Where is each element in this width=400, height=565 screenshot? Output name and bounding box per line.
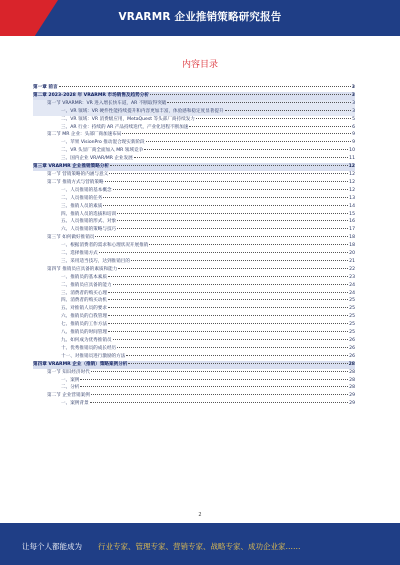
toc-leader-dots	[150, 94, 351, 95]
toc-leader-dots	[117, 347, 348, 348]
toc-entry[interactable]	[33, 353, 355, 361]
toc-entry[interactable]	[33, 384, 355, 392]
toc-entry-page: 20	[349, 251, 355, 257]
toc-entry-text: 二、VR 头显厂商全面加入 MR 领域竞争	[61, 148, 144, 154]
toc-entry-page: 3	[351, 85, 355, 90]
toc-entry-page: 10	[349, 148, 355, 154]
toc-entry-text: 八、推销员的时间管理	[61, 330, 107, 336]
toc-entry-page: 22	[349, 266, 355, 272]
toc-entry-text: 第一节 VRARMR：VR 进入增长快车道，AR 不断取得突破	[47, 100, 167, 106]
toc-entry[interactable]	[33, 116, 355, 124]
toc-entry[interactable]	[33, 392, 355, 400]
toc-entry-text: 六、推销员的自我管理	[61, 314, 107, 320]
toc-entry-text: 第四章 VRARMR 企业（推销）策略案例分析	[33, 361, 128, 367]
page-number: 2	[198, 512, 202, 518]
toc-leader-dots	[144, 149, 348, 150]
toc-leader-dots	[91, 394, 348, 395]
toc-entry-text: 二、推销员应具备的能力	[61, 282, 112, 288]
toc-entry[interactable]	[33, 337, 355, 345]
toc-entry-text: 一、推销员的基本素质	[61, 274, 107, 280]
toc-entry[interactable]	[33, 305, 355, 313]
toc-entry[interactable]	[33, 147, 355, 155]
toc-entry-text: 三、推销人员的素质	[61, 203, 103, 209]
toc-leader-dots	[113, 339, 349, 340]
toc-leader-dots	[80, 379, 348, 380]
toc-entry-text: 三、采用适当技巧，达到推销目的	[61, 258, 130, 264]
toc-entry[interactable]	[33, 179, 355, 187]
toc-entry-text: 三、AR 行业：持续的 AR 产品持续迭代，产业化进程不断加速	[61, 124, 189, 130]
toc-entry[interactable]	[33, 124, 355, 132]
toc-leader-dots	[134, 157, 348, 158]
toc-leader-dots	[110, 165, 348, 166]
toc-entry-text: 一、苹果 VisionPro 推动混合现实新阶段	[61, 140, 145, 146]
toc-entry-text: 第一节 营销策略的内涵与意义	[47, 171, 109, 177]
toc-entry[interactable]	[33, 377, 355, 385]
toc-heading: 内容目录	[181, 60, 218, 70]
toc-entry[interactable]	[33, 297, 355, 305]
toc-leader-dots	[103, 197, 348, 198]
toc-entry-page: 28	[349, 369, 355, 375]
toc-entry-page: 25	[349, 314, 355, 320]
toc-entry-page: 12	[348, 164, 355, 170]
toc-leader-dots	[108, 307, 348, 308]
report-title: VRARMR 企业推销策略研究报告	[118, 11, 282, 23]
toc-entry[interactable]	[33, 218, 355, 226]
toc-entry[interactable]	[33, 131, 355, 139]
toc-leader-dots	[113, 189, 349, 190]
toc-entry-page: 25	[349, 322, 355, 328]
toc-entry-page: 9	[352, 140, 355, 146]
toc-entry-page: 12	[349, 187, 355, 193]
toc-leader-dots	[128, 363, 347, 364]
toc-entry-text: 第二章 2023-2028 年 VRARMR 市场销售及趋势分析	[33, 92, 149, 98]
toc-entry-text: 四、推销人员的选拔和培训	[61, 211, 117, 217]
toc-entry[interactable]	[33, 108, 355, 116]
toc-leader-dots	[122, 133, 351, 134]
toc-entry[interactable]	[33, 84, 355, 92]
toc-leader-dots	[105, 181, 349, 182]
toc-leader-dots	[91, 371, 348, 372]
toc-entry-text: 二、选择推销方式	[61, 251, 98, 257]
toc-entry[interactable]	[33, 345, 355, 353]
toc-entry-text: 第二节 推销方式与营销策略	[47, 179, 104, 185]
toc-entry[interactable]	[33, 313, 355, 321]
toc-leader-dots	[59, 86, 351, 87]
toc-entry-page: 12	[349, 171, 355, 177]
toc-leader-dots	[108, 299, 348, 300]
toc-entry-text: 二、人员推销的任务	[61, 195, 103, 201]
toc-leader-dots	[118, 268, 348, 269]
toc-entry[interactable]	[33, 329, 355, 337]
toc-entry-page: 3	[352, 100, 355, 106]
toc-entry-page: 25	[349, 306, 355, 312]
toc-entry-text: 第二节 企业营销案例	[47, 393, 90, 399]
toc-entry-page: 12	[349, 179, 355, 185]
toc-entry-text: 一、案例	[61, 377, 80, 383]
toc-leader-dots	[113, 284, 349, 285]
toc-entry[interactable]	[33, 139, 355, 147]
toc-entry-text: 三、消费者的购买心理	[61, 290, 107, 296]
toc-entry-text: 第三节 如何做好推销员	[47, 235, 95, 241]
toc-entry-page: 18	[349, 243, 355, 249]
toc-leader-dots	[117, 220, 348, 221]
toc-entry-text: 十、优秀推销员的成长经历	[61, 345, 117, 351]
toc-entry-page: 24	[349, 282, 355, 288]
toc-entry-text: 第一节 知识经济时代	[47, 369, 90, 375]
toc-leader-dots	[117, 213, 348, 214]
toc-entry[interactable]	[33, 274, 355, 282]
toc-entry-page: 16	[349, 219, 355, 225]
toc-entry-page: 26	[349, 338, 355, 343]
toc-entry-text: 一、案例背景	[61, 401, 89, 407]
toc-entry-text: 十一、对推销员进行激励的方法	[61, 353, 126, 359]
toc-leader-dots	[126, 355, 348, 356]
toc-entry[interactable]	[33, 203, 355, 211]
toc-entry-text: 第三章 VRARMR 企业推销策略分析	[33, 164, 110, 170]
page-footer	[0, 523, 400, 565]
toc-leader-dots	[117, 228, 348, 229]
footer-slogan-right: 行业专家、管理专家、营销专家、战略专家、成功企业家……	[98, 542, 301, 551]
toc-entry-page: 9	[352, 132, 355, 138]
toc-leader-dots	[196, 118, 351, 119]
toc-leader-dots	[108, 276, 348, 277]
toc-entry-text: 七、推销员的工作方法	[61, 322, 107, 328]
toc-entry-page: 23	[349, 274, 355, 280]
toc-entry[interactable]	[33, 282, 355, 290]
toc-entry-text: 六、人员推销的策略与技巧	[61, 227, 117, 233]
toc-entry-text: 五、人员推销的形式、对象	[61, 219, 117, 225]
toc-entry-text: 一、根据消费者的需求和心理状况开展推销	[61, 243, 149, 249]
toc-entry-page: 18	[349, 235, 355, 241]
toc-entry-page: 26	[349, 345, 355, 351]
toc-leader-dots	[99, 252, 348, 253]
toc-entry-text: 一、人员推销的基本概念	[61, 187, 112, 193]
toc-leader-dots	[108, 292, 348, 293]
toc-entry[interactable]	[33, 187, 355, 195]
toc-leader-dots	[108, 331, 348, 332]
toc-leader-dots	[103, 205, 348, 206]
toc-entry-page: 3	[352, 108, 355, 114]
toc-entry-page: 13	[349, 195, 355, 201]
toc-entry-page: 14	[349, 203, 355, 209]
toc-entry[interactable]	[33, 250, 355, 258]
toc-entry[interactable]	[33, 234, 355, 242]
toc-leader-dots	[95, 236, 348, 237]
toc-entry-text: 第一章 前言	[33, 85, 58, 90]
toc-leader-dots	[108, 323, 348, 324]
toc-leader-dots	[149, 244, 348, 245]
toc-entry-text: 第四节 推销员应具备的素质和能力	[47, 266, 118, 272]
toc-entry-text: 二、VR 领域：VR 消费级应用，MetaQuest 等头部厂商持续发力	[61, 116, 195, 122]
toc-entry-text: 九、如何成为优秀推销员	[61, 338, 112, 343]
toc-entry-page: 25	[349, 330, 355, 336]
toc-entry[interactable]	[33, 400, 355, 408]
footer-slogan	[22, 541, 301, 552]
toc-leader-dots	[108, 315, 348, 316]
toc-entry-text: 四、消费者的购买动机	[61, 298, 107, 304]
toc-entry-page: 28	[349, 385, 355, 391]
toc-entry[interactable]	[33, 321, 355, 329]
toc-entry[interactable]	[33, 163, 355, 171]
toc-entry-page: 28	[349, 377, 355, 383]
toc-entry-page: 25	[349, 298, 355, 304]
toc-leader-dots	[189, 126, 351, 127]
table-of-contents	[33, 84, 355, 408]
toc-entry[interactable]	[33, 155, 355, 163]
toc-leader-dots	[167, 102, 351, 103]
toc-entry[interactable]	[33, 242, 355, 250]
toc-leader-dots	[146, 141, 351, 142]
toc-entry-text: 第二节 MR 企业：头部厂商加速布局	[47, 132, 122, 138]
toc-entry-text: 三、国内企业 VR/AR/MR 企业发展	[61, 156, 133, 162]
toc-entry[interactable]	[33, 171, 355, 179]
page-header	[0, 0, 400, 36]
toc-entry-page: 11	[349, 156, 355, 162]
toc-entry[interactable]	[33, 211, 355, 219]
toc-entry-page: 6	[352, 124, 355, 130]
toc-entry[interactable]	[33, 290, 355, 298]
toc-entry[interactable]	[33, 195, 355, 203]
footer-slogan-left: 让每个人都能成为	[22, 542, 82, 551]
toc-leader-dots	[109, 173, 348, 174]
toc-entry-text: 一、VR 领域：VR 硬件性能持续提升和内容更加丰富，体验感和稳定度显著提升	[61, 108, 224, 114]
toc-entry-text: 二、分析	[61, 385, 80, 391]
toc-entry[interactable]	[33, 226, 355, 234]
toc-entry-page: 3	[351, 92, 355, 98]
toc-entry-page: 5	[352, 116, 355, 122]
toc-leader-dots	[90, 402, 349, 403]
toc-entry-page: 24	[349, 290, 355, 296]
toc-entry-page: 28	[348, 361, 355, 367]
toc-entry-page: 17	[349, 227, 355, 233]
toc-leader-dots	[80, 386, 348, 387]
toc-leader-dots	[225, 110, 351, 111]
toc-entry[interactable]	[33, 369, 355, 377]
toc-entry-page: 26	[349, 353, 355, 359]
toc-entry[interactable]	[33, 266, 355, 274]
toc-entry[interactable]	[33, 100, 355, 108]
toc-entry[interactable]	[33, 92, 355, 100]
toc-entry[interactable]	[33, 361, 355, 369]
toc-leader-dots	[131, 260, 348, 261]
toc-entry-page: 15	[349, 211, 355, 217]
toc-entry-page: 21	[349, 258, 355, 264]
toc-entry-page: 29	[349, 401, 355, 407]
toc-entry[interactable]	[33, 258, 355, 266]
toc-entry-page: 29	[349, 393, 355, 399]
toc-entry-text: 五、对推销人员的要求	[61, 306, 107, 312]
